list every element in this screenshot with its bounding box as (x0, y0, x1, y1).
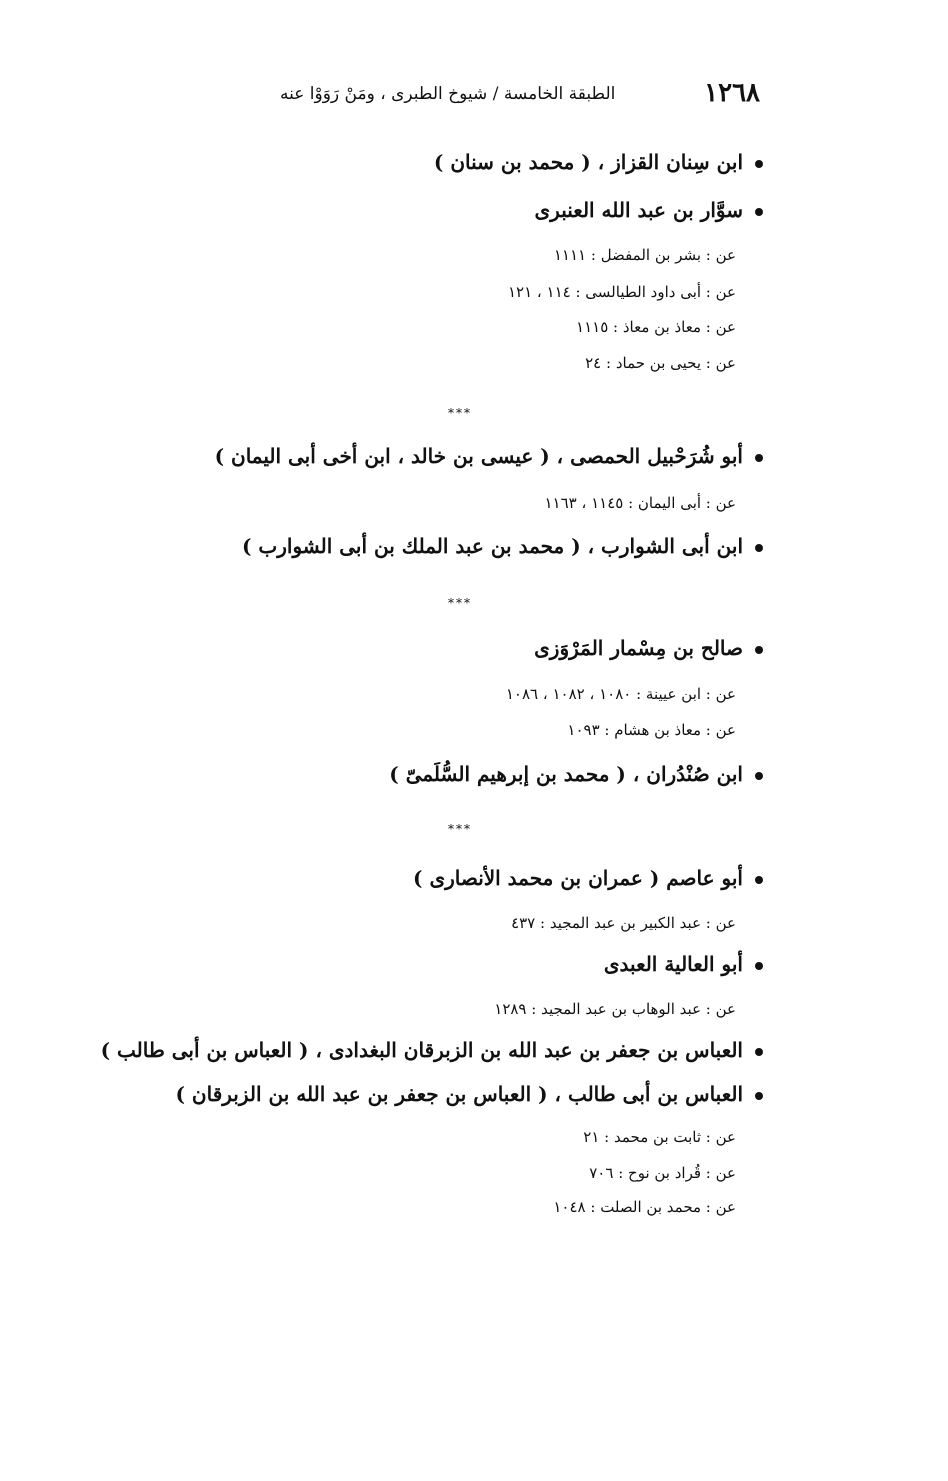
entry-text: سوَّار بن عبد الله العنبرى (534, 198, 743, 222)
page-header (280, 78, 760, 108)
index-entry (604, 952, 763, 976)
entry-text: صالح بن مِسْمار المَرْوَزى (534, 636, 743, 660)
entry-reference: عن : ثابت بن محمد : ٢١ (583, 1128, 736, 1146)
entry-reference: عن : يحيى بن حماد : ٢٤ (585, 354, 736, 372)
entry-reference: عن : عبد الوهاب بن عبد المجيد : ١٢٨٩ (494, 1000, 736, 1018)
entry-text: العباس بن أبى طالب ، ( العباس بن جعفر بن عبد الله بن الزبرقان ) (175, 1082, 743, 1106)
entry-text: أبو شُرَحْبيل الحمصى ، ( عيسى بن خالد ، ابن أخى أبى اليمان ) (214, 444, 743, 468)
bullet-icon (755, 208, 763, 216)
bullet-icon (755, 454, 763, 462)
entry-reference: عن : ابن عيينة : ١٠٨٠ ، ١٠٨٢ ، ١٠٨٦ (505, 685, 736, 703)
index-entry (535, 198, 763, 222)
index-entry (434, 150, 763, 174)
index-entry (101, 1038, 763, 1062)
entry-text: ابن صُنْدُران ، ( محمد بن إبرهيم السُّلَمىّ ) (389, 762, 743, 786)
entry-reference: عن : معاذ بن معاذ : ١١١٥ (576, 318, 736, 336)
index-entry (176, 1082, 764, 1106)
index-entry (389, 762, 763, 786)
bullet-icon (755, 962, 763, 970)
entry-reference: عن : قُراد بن نوح : ٧٠٦ (589, 1164, 736, 1182)
index-entry (242, 534, 763, 558)
section-separator: *** (448, 822, 472, 836)
bullet-icon (755, 160, 763, 168)
index-entry (215, 444, 763, 468)
entry-text: أبو العالية العبدى (603, 952, 743, 976)
entry-text: ابن أبى الشوارب ، ( محمد بن عبد الملك بن أبى الشوارب ) (241, 534, 743, 558)
bullet-icon (755, 646, 763, 654)
section-separator: *** (448, 406, 472, 420)
entry-text: العباس بن جعفر بن عبد الله بن الزبرقان البغدادى ، ( العباس بن أبى طالب ) (100, 1038, 743, 1062)
section-separator: *** (448, 596, 472, 610)
entry-reference: عن : أبى اليمان : ١١٤٥ ، ١١٦٣ (544, 494, 736, 512)
entry-reference: عن : أبى داود الطيالسى : ١١٤ ، ١٢١ (507, 283, 736, 301)
entry-reference: عن : معاذ بن هشام : ١٠٩٣ (567, 721, 736, 739)
bullet-icon (755, 544, 763, 552)
running-title: الطبقة الخامسة / شيوخ الطبرى ، ومَنْ رَوَوْا عنه (280, 84, 616, 104)
entry-text: أبو عاصم ( عمران بن محمد الأنصارى ) (413, 866, 743, 890)
entry-reference: عن : بشر بن المفضل : ١١١١ (553, 246, 736, 264)
bullet-icon (755, 876, 763, 884)
bullet-icon (755, 1092, 763, 1100)
bullet-icon (755, 772, 763, 780)
index-entry (413, 866, 763, 890)
entry-reference: عن : عبد الكبير بن عبد المجيد : ٤٣٧ (511, 914, 736, 932)
entry-text: ابن سِنان القزاز ، ( محمد بن سنان ) (433, 150, 743, 174)
index-entry (534, 636, 763, 660)
entry-reference: عن : محمد بن الصلت : ١٠٤٨ (553, 1198, 736, 1216)
page-number: ١٢٦٨ (704, 78, 760, 108)
bullet-icon (755, 1048, 763, 1056)
